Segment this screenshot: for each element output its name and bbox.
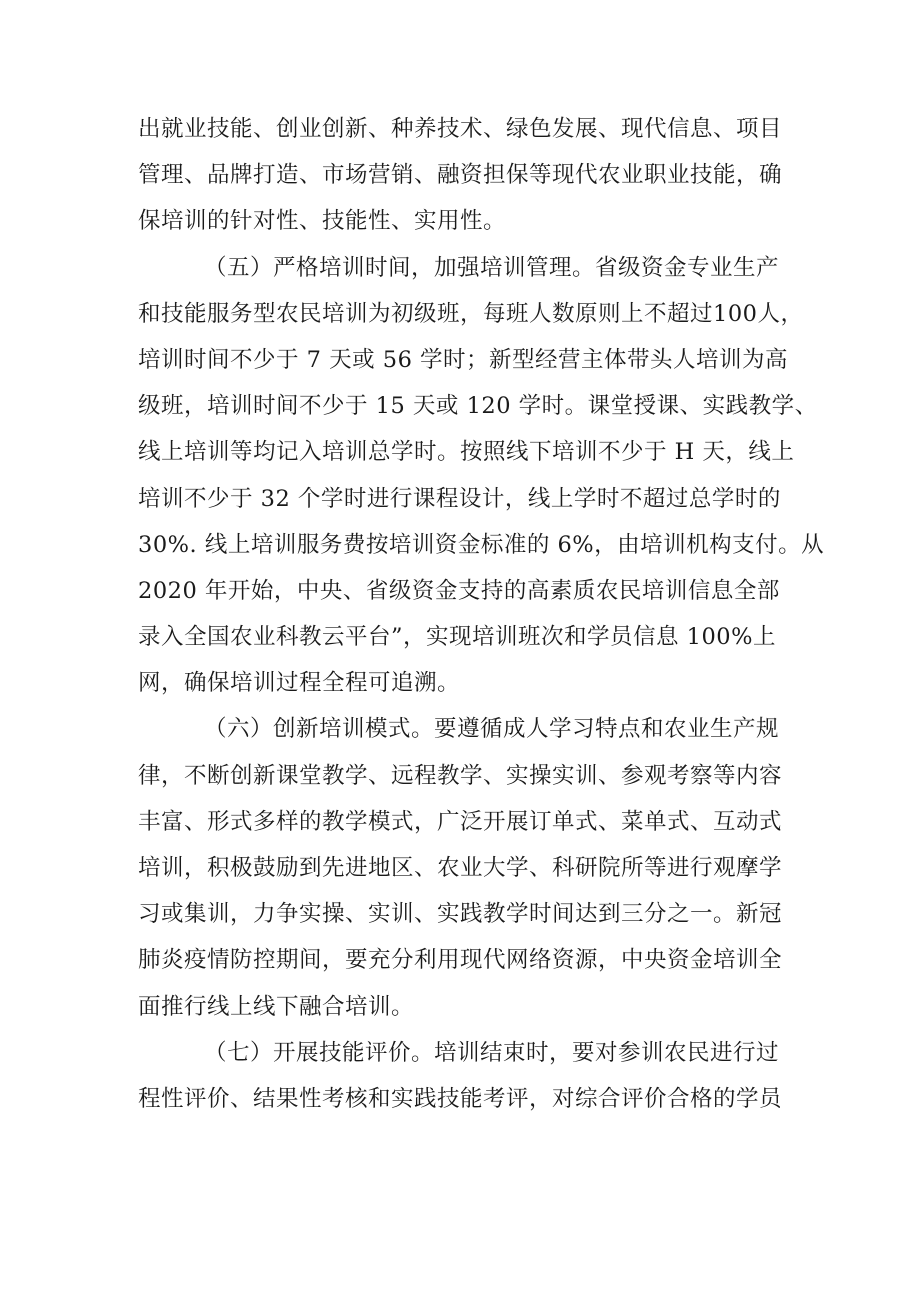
paragraph-4-line-2: 程性评价、结果性考核和实践技能考评，对综合评价合格的学员 — [138, 1085, 783, 1112]
paragraph-2-line-4: 级班，培训时间不少于 15 天或 120 学时。课堂授课、实践教学、 — [138, 393, 818, 420]
paragraph-1-line-3: 保培训的针对性、技能性、实用性。 — [138, 208, 507, 235]
paragraph-2-line-7: 30%. 线上培训服务费按培训资金标准的 6%，由培训机构支付。从 — [138, 531, 825, 558]
paragraph-2-line-1: （五）严格培训时间，加强培训管理。省级资金专业生产 — [204, 254, 780, 281]
paragraph-1-line-2: 管理、品牌打造、市场营销、融资担保等现代农业职业技能，确 — [138, 162, 783, 189]
paragraph-3-line-6: 肺炎疫情防控期间，要充分利用现代网络资源，中央资金培训全 — [138, 947, 783, 974]
paragraph-3-line-5: 习或集训，力争实操、实训、实践教学时间达到三分之一。新冠 — [138, 901, 783, 928]
paragraph-3-line-7: 面推行线上线下融合培训。 — [138, 993, 415, 1020]
paragraph-2-line-8: 2020 年开始，中央、省级资金支持的高素质农民培训信息全部 — [138, 577, 780, 604]
paragraph-2-line-2: 和技能服务型农民培训为初级班，每班人数原则上不超过100人， — [138, 300, 804, 327]
paragraph-2-line-5: 线上培训等均记入培训总学时。按照线下培训不少于 H 天，线上 — [138, 439, 795, 466]
paragraph-2-line-3: 培训时间不少于 7 天或 56 学时；新型经营主体带头人培训为高 — [138, 346, 789, 373]
paragraph-3-line-1: （六）创新培训模式。要遵循成人学习特点和农业生产规 — [204, 716, 780, 743]
document-body — [138, 106, 825, 1122]
paragraph-3-line-4: 培训，积极鼓励到先进地区、农业大学、科研院所等进行观摩学 — [138, 855, 783, 881]
paragraph-1-line-1: 出就业技能、创业创新、种养技术、绿色发展、现代信息、项目 — [138, 116, 783, 142]
paragraph-2-line-6: 培训不少于 32 个学时进行课程设计，线上学时不超过总学时的 — [138, 485, 781, 512]
paragraph-2-line-10: 网，确保培训过程全程可追溯。 — [138, 670, 461, 697]
paragraph-3-line-2: 律，不断创新课堂教学、远程教学、实操实训、参观考察等内容 — [138, 762, 783, 789]
paragraph-2-line-9: 录入全国农业科教云平台”，实现培训班次和学员信息 100%上 — [138, 624, 776, 651]
paragraph-4-line-1: （七）开展技能评价。培训结束时，要对参训农民进行过 — [204, 1039, 780, 1066]
paragraph-3-line-3: 丰富、形式多样的教学模式，广泛开展订单式、菜单式、互动式 — [138, 808, 783, 835]
